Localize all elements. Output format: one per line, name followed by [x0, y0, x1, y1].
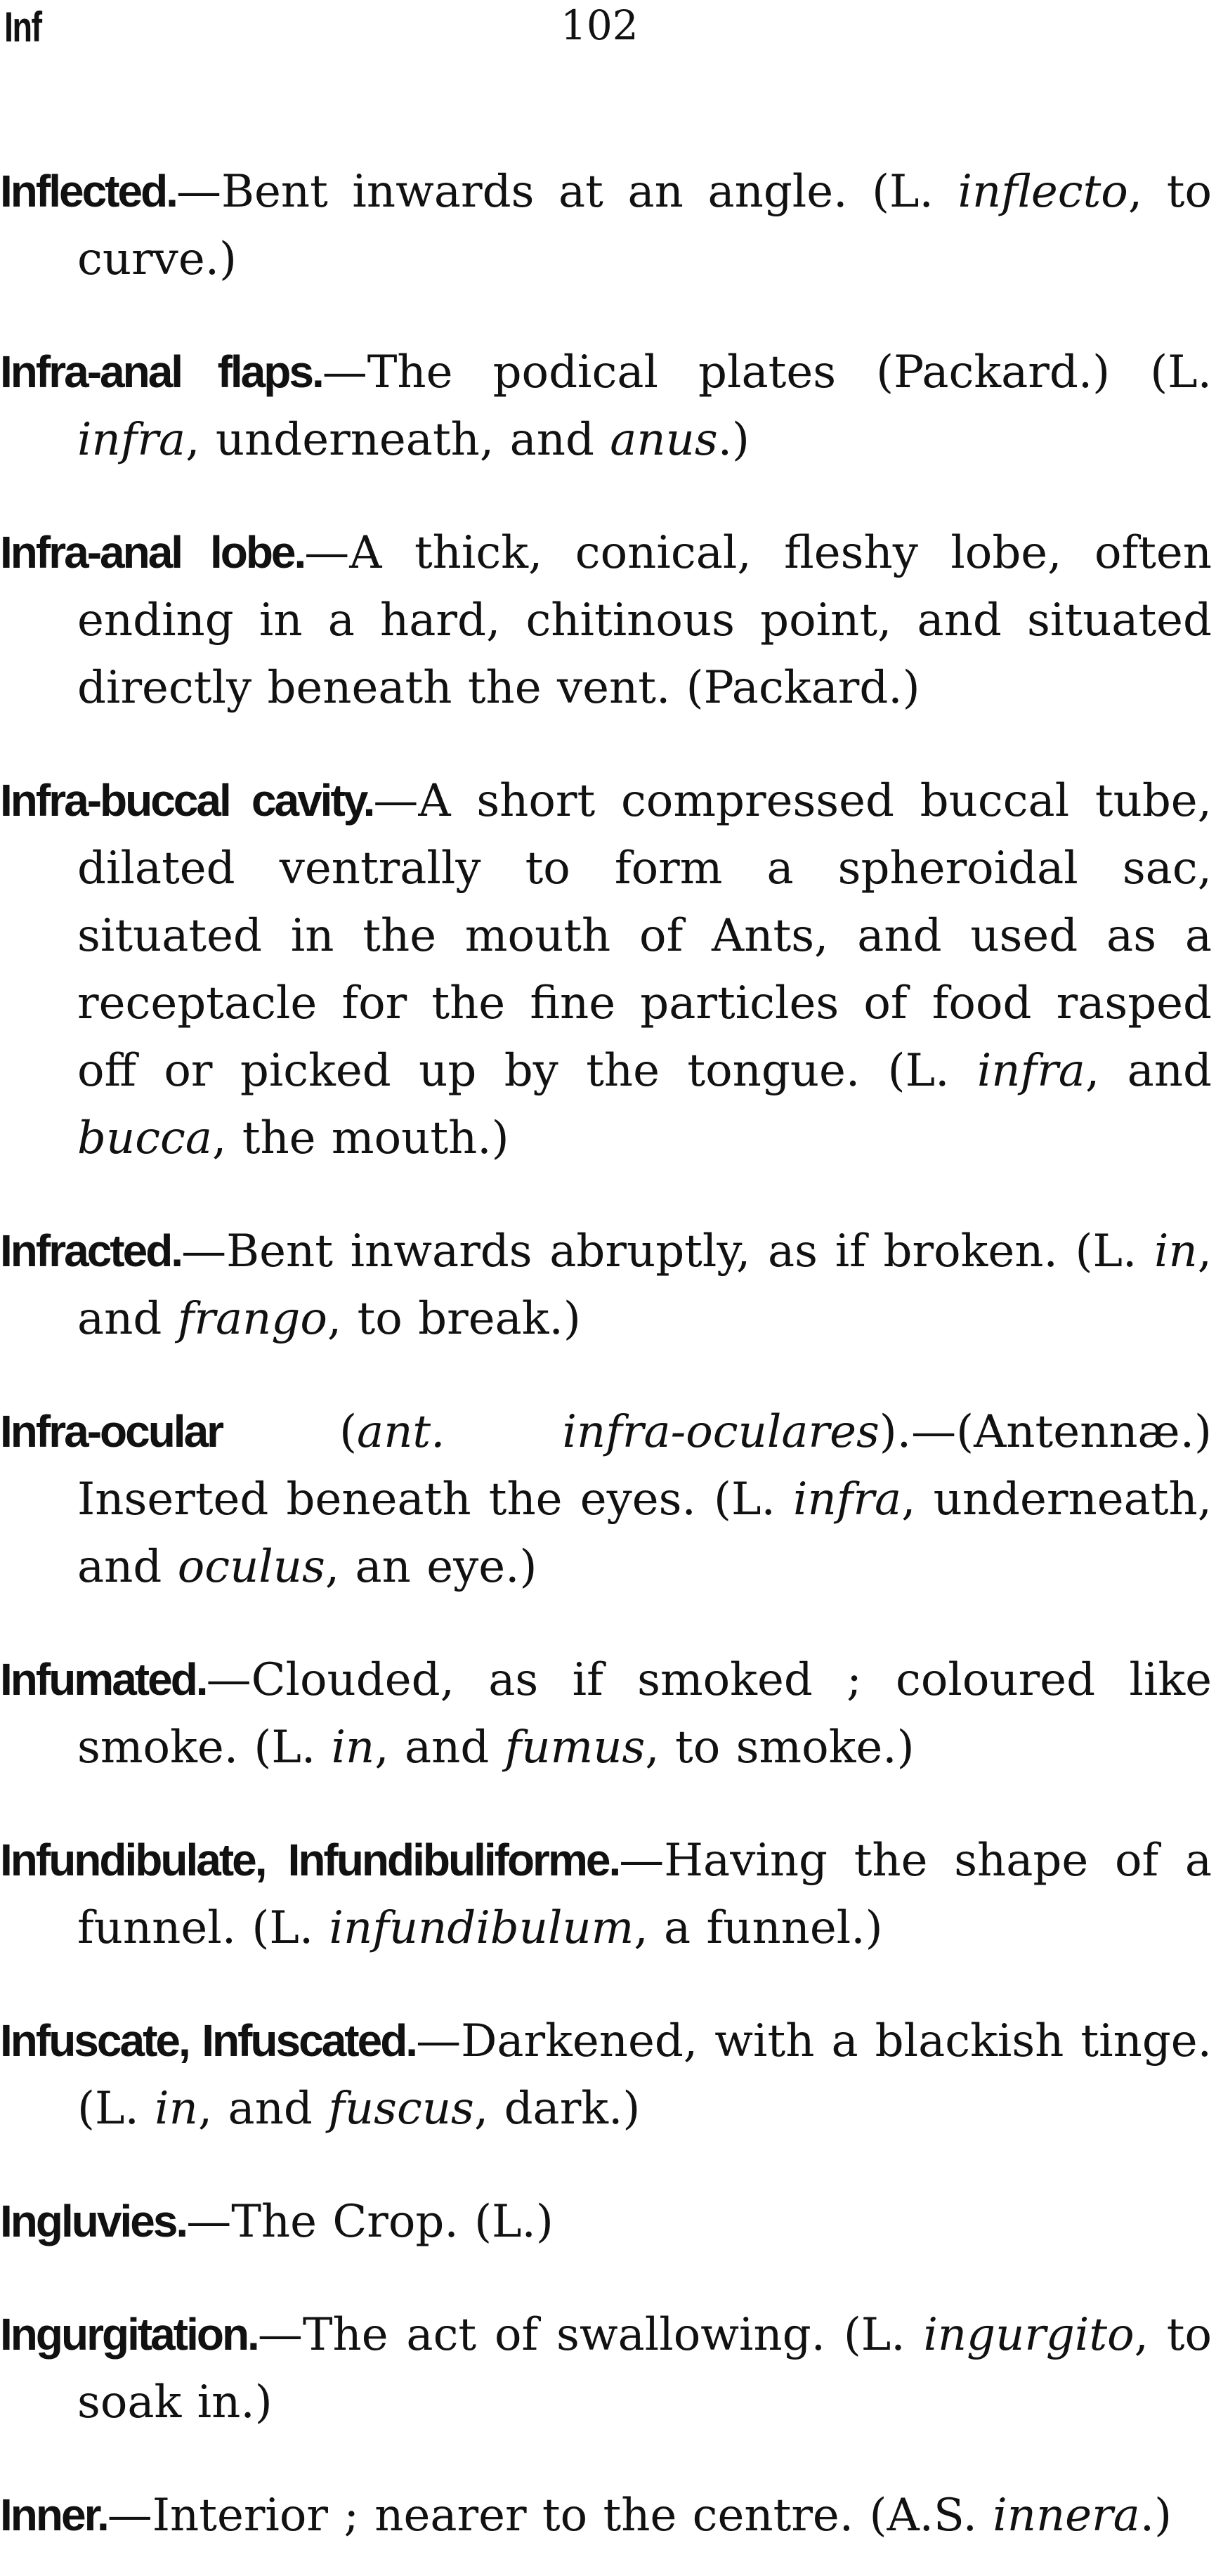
running-head — [0, 0, 1216, 56]
entry-list — [0, 112, 1212, 2576]
entry-term: Infra-anal lobe. — [0, 527, 305, 578]
dictionary-entry — [0, 519, 1212, 722]
entry-text: , dark.) — [473, 2083, 641, 2135]
entry-etymon: innera — [993, 2490, 1140, 2542]
entry-text: —Having the shape of a funnel. (L. — [77, 1835, 1212, 1954]
entry-text: .) — [1139, 2490, 1172, 2542]
dictionary-entry — [0, 2481, 1212, 2549]
entry-etymon: inflecto — [957, 166, 1128, 218]
entry-etymon: ingurgito — [923, 2309, 1135, 2361]
entry-text: —The Crop. (L.) — [186, 2196, 554, 2248]
entry-term: Infumated. — [0, 1654, 207, 1705]
entry-text: —A thick, conical, fleshy lobe, often ending in a hard, chitinous point, and situated directly beneath the vent. (Packard.) — [77, 527, 1212, 714]
entry-text: —Darkened, with a blackish tinge. (L. — [77, 2015, 1212, 2135]
entry-etymon: fuscus — [328, 2083, 474, 2135]
dictionary-entry — [0, 2007, 1212, 2142]
entry-etymon: infra — [976, 1045, 1085, 1097]
entry-etymon: fumus — [504, 1722, 646, 1774]
entry-etymon: in — [331, 1722, 375, 1774]
entry-etymon: bucca — [77, 1112, 213, 1164]
entry-etymon: in — [1153, 1225, 1198, 1277]
entry-text: , the mouth.) — [212, 1112, 509, 1164]
entry-text: —Clouded, as if smoked ; coloured like smoke. (L. — [77, 1654, 1212, 1774]
entry-text: , an eye.) — [325, 1541, 537, 1593]
entry-term: Infracted. — [0, 1225, 182, 1276]
entry-term: Infra-anal flaps. — [0, 346, 322, 397]
entry-term: Infuscate, Infuscated. — [0, 2015, 417, 2066]
entry-text: —Bent inwards at an angle. (L. — [176, 166, 958, 218]
entry-term: Infundibulate, Infundibuliforme. — [0, 1835, 620, 1885]
dictionary-entry — [0, 2301, 1212, 2436]
entry-text: —The act of swallowing. (L. — [257, 2309, 924, 2361]
dictionary-entry — [0, 1826, 1212, 1962]
dictionary-entry — [0, 1398, 1212, 1601]
page-number: 102 — [561, 1, 639, 49]
entry-term: Ingurgitation. — [0, 2309, 258, 2360]
dictionary-entry — [0, 157, 1212, 293]
entry-etymon: oculus — [177, 1541, 325, 1593]
entry-text: —Bent inwards abruptly, as if broken. (L. — [181, 1225, 1154, 1277]
entry-text: , to break.) — [327, 1293, 581, 1345]
entry-etymon: frango — [177, 1293, 327, 1345]
entry-text: , a funnel.) — [634, 1902, 883, 1954]
entry-text: , and — [197, 2083, 329, 2135]
entry-text: .) — [717, 414, 750, 466]
entry-text: ).—(Antennæ.) Inserted beneath the eyes. (L. — [77, 1406, 1212, 1526]
entry-text: , and — [374, 1722, 505, 1774]
dictionary-entry — [0, 2187, 1212, 2256]
entry-term: Infra-buccal cavity. — [0, 775, 374, 826]
entry-text: —A short compressed buccal tube, dilated ventrally to form a spheroidal sac, situated in the mouth of Ants, and used as a receptacle for the fine particles of food rasped off or picked up by the tongue. (L. — [77, 775, 1212, 1097]
entry-text: —Interior ; nearer to the centre. (A.S. — [107, 2490, 993, 2542]
dictionary-entry — [0, 1217, 1212, 1353]
dictionary-entry — [0, 338, 1212, 474]
entry-text: , and — [77, 1225, 1212, 1345]
entry-term: Ingluvies. — [0, 2196, 187, 2246]
entry-etymon: anus — [610, 414, 718, 466]
entry-term: Infra-ocular — [0, 1406, 223, 1457]
entry-text: , underneath, and — [77, 1474, 1212, 1593]
entry-text: , to soak in.) — [77, 2309, 1212, 2428]
entry-text: , underneath, and — [185, 414, 610, 466]
entry-term: Inner. — [0, 2490, 107, 2540]
entry-text: , and — [1085, 1045, 1212, 1097]
dictionary-entry — [0, 767, 1212, 1172]
entry-text: —The podical plates (Packard.) (L. — [322, 346, 1212, 398]
entry-text: ( — [222, 1406, 358, 1458]
guide-word: Inf — [4, 4, 41, 51]
entry-text: , to curve.) — [77, 166, 1212, 285]
entry-etymon: in — [155, 2083, 198, 2135]
entry-etymon: infra — [792, 1474, 902, 1526]
entry-text: , to smoke.) — [645, 1722, 915, 1774]
dictionary-entry — [0, 1646, 1212, 1781]
entry-etymon: infundibulum — [329, 1902, 634, 1954]
entry-term: Inflected. — [0, 166, 176, 216]
entry-etymon: ant. infra-oculares — [357, 1406, 880, 1458]
entry-etymon: infra — [77, 414, 186, 466]
